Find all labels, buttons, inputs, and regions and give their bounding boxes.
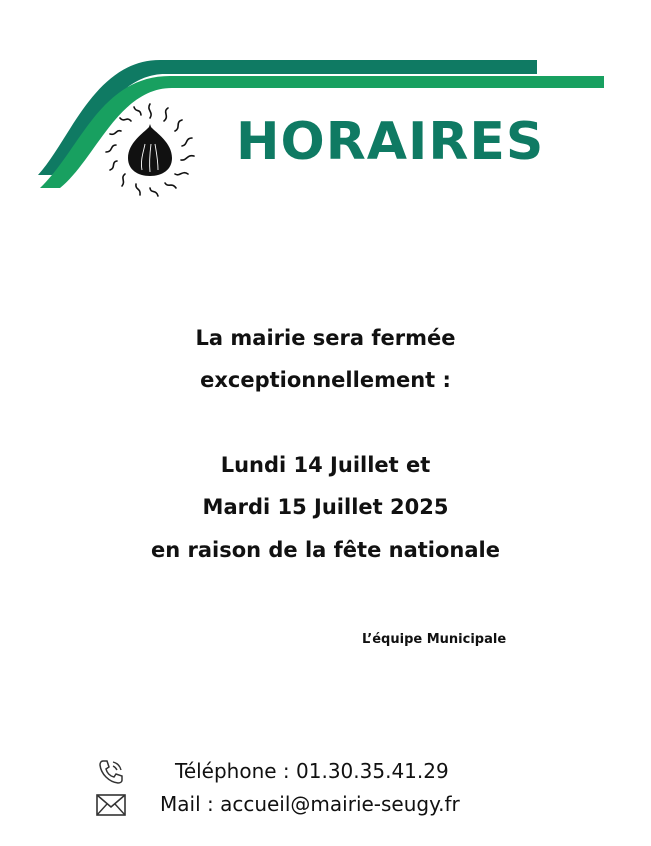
notice-line-4: Mardi 15 Juillet 2025 [202,495,449,519]
mail-address[interactable]: Mail : accueil@mairie-seugy.fr [160,792,460,816]
town-logo-onion-sun [98,98,202,202]
envelope-icon [95,793,127,817]
phone-number: Téléphone : 01.30.35.41.29 [175,759,449,783]
contact-mail-row [0,790,651,820]
notice-line-5: en raison de la fête nationale [150,538,500,562]
signature: L’équipe Municipale [362,632,507,647]
notice-line-3: Lundi 14 Juillet et [220,453,431,477]
phone-icon [97,758,125,786]
header [0,0,651,230]
page-title: HORAIRES [236,112,545,172]
contact-phone-row [0,758,651,788]
notice-line-1: La mairie sera fermée [195,326,456,350]
notice-line-2: exceptionnellement : [200,368,451,392]
